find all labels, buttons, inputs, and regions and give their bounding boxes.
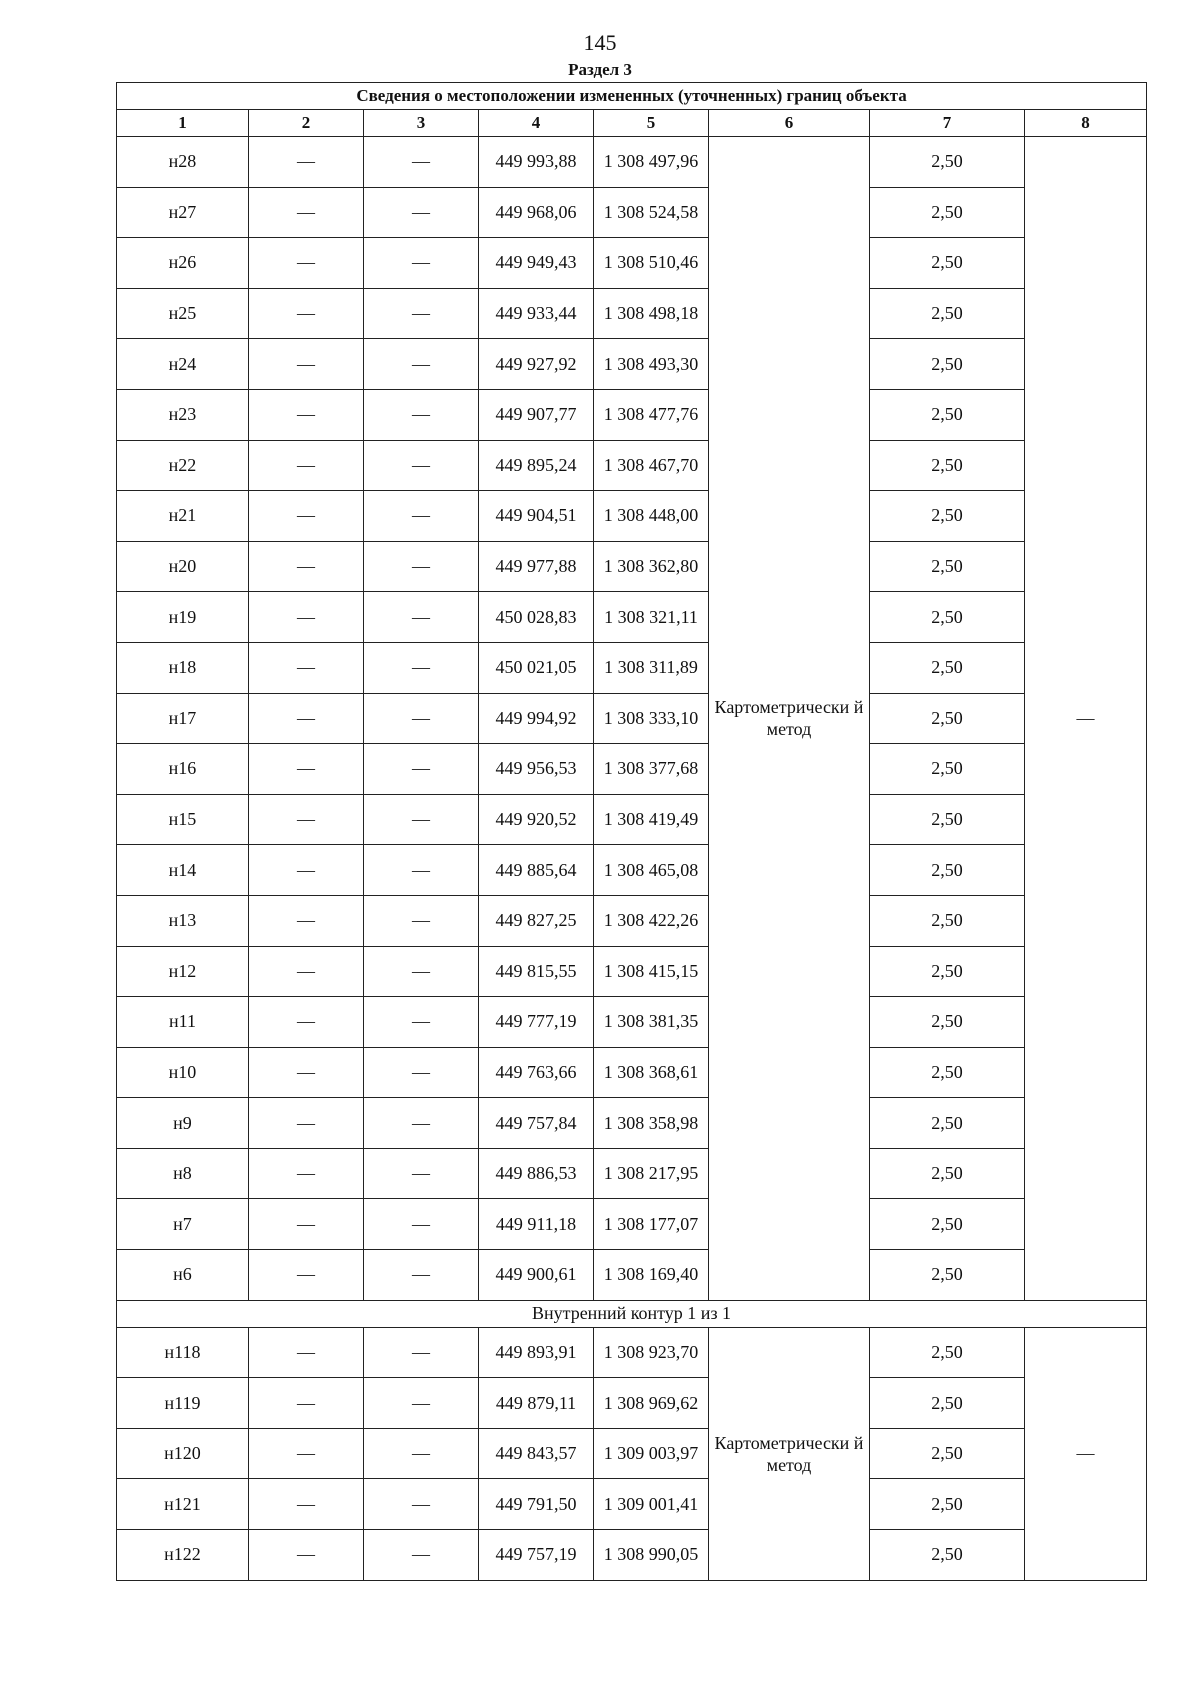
table-row (117, 1530, 1147, 1581)
col2-cell: — (249, 238, 364, 289)
coord-y-cell: 1 309 003,97 (594, 1428, 709, 1479)
coord-x-cell: 449 920,52 (479, 794, 594, 845)
table-row (117, 1428, 1147, 1479)
col2-cell: — (249, 1098, 364, 1149)
coord-y-cell: 1 309 001,41 (594, 1479, 709, 1530)
col2-cell: — (249, 693, 364, 744)
coord-y-cell: 1 308 497,96 (594, 137, 709, 188)
point-name-cell: н10 (117, 1047, 249, 1098)
method-cell: Картометрически й метод (709, 1327, 870, 1580)
coord-y-cell: 1 308 177,07 (594, 1199, 709, 1250)
coord-y-cell: 1 308 419,49 (594, 794, 709, 845)
col3-cell: — (364, 744, 479, 795)
table-row (117, 288, 1147, 339)
col3-cell: — (364, 1047, 479, 1098)
col2-cell: — (249, 1327, 364, 1378)
accuracy-cell: 2,50 (870, 1199, 1025, 1250)
point-name-cell: н14 (117, 845, 249, 896)
accuracy-cell: 2,50 (870, 946, 1025, 997)
col2-cell: — (249, 1428, 364, 1479)
accuracy-cell: 2,50 (870, 288, 1025, 339)
point-name-cell: н22 (117, 440, 249, 491)
point-name-cell: н27 (117, 187, 249, 238)
coord-x-cell: 449 900,61 (479, 1250, 594, 1301)
coord-x-cell: 449 949,43 (479, 238, 594, 289)
column-number-8: 8 (1025, 110, 1147, 137)
boundary-table (116, 82, 1147, 1581)
col3-cell: — (364, 440, 479, 491)
coord-y-cell: 1 308 923,70 (594, 1327, 709, 1378)
coord-y-cell: 1 308 321,11 (594, 592, 709, 643)
table-row (117, 491, 1147, 542)
col3-cell: — (364, 541, 479, 592)
coord-x-cell: 449 933,44 (479, 288, 594, 339)
point-name-cell: н120 (117, 1428, 249, 1479)
table-row (117, 744, 1147, 795)
point-name-cell: н18 (117, 642, 249, 693)
column-number-2: 2 (249, 110, 364, 137)
accuracy-cell: 2,50 (870, 845, 1025, 896)
coord-y-cell: 1 308 510,46 (594, 238, 709, 289)
coord-x-cell: 449 911,18 (479, 1199, 594, 1250)
coord-x-cell: 449 763,66 (479, 1047, 594, 1098)
coord-x-cell: 449 757,84 (479, 1098, 594, 1149)
col3-cell: — (364, 238, 479, 289)
col3-cell: — (364, 1428, 479, 1479)
coord-x-cell: 449 827,25 (479, 895, 594, 946)
col3-cell: — (364, 187, 479, 238)
point-name-cell: н121 (117, 1479, 249, 1530)
point-name-cell: н13 (117, 895, 249, 946)
col3-cell: — (364, 845, 479, 896)
col3-cell: — (364, 794, 479, 845)
column-number-5: 5 (594, 110, 709, 137)
col3-cell: — (364, 693, 479, 744)
col3-cell: — (364, 1327, 479, 1378)
col3-cell: — (364, 997, 479, 1048)
col2-cell: — (249, 895, 364, 946)
col2-cell: — (249, 946, 364, 997)
col3-cell: — (364, 491, 479, 542)
note-cell: — (1025, 137, 1147, 1301)
point-name-cell: н19 (117, 592, 249, 643)
col3-cell: — (364, 339, 479, 390)
accuracy-cell: 2,50 (870, 1428, 1025, 1479)
column-number-3: 3 (364, 110, 479, 137)
accuracy-cell: 2,50 (870, 794, 1025, 845)
col3-cell: — (364, 1148, 479, 1199)
point-name-cell: н8 (117, 1148, 249, 1199)
coord-y-cell: 1 308 422,26 (594, 895, 709, 946)
table-row (117, 541, 1147, 592)
col2-cell: — (249, 491, 364, 542)
col3-cell: — (364, 592, 479, 643)
table-title: Сведения о местоположении измененных (уточненных) границ объекта (117, 83, 1147, 110)
coord-y-cell: 1 308 467,70 (594, 440, 709, 491)
table-row (117, 137, 1147, 188)
table-row (117, 339, 1147, 390)
point-name-cell: н15 (117, 794, 249, 845)
col3-cell: — (364, 288, 479, 339)
accuracy-cell: 2,50 (870, 238, 1025, 289)
coord-x-cell: 449 885,64 (479, 845, 594, 896)
accuracy-cell: 2,50 (870, 744, 1025, 795)
table-row (117, 1327, 1147, 1378)
table-row (117, 642, 1147, 693)
accuracy-cell: 2,50 (870, 997, 1025, 1048)
coord-y-cell: 1 308 333,10 (594, 693, 709, 744)
coord-y-cell: 1 308 448,00 (594, 491, 709, 542)
coord-x-cell: 449 968,06 (479, 187, 594, 238)
accuracy-cell: 2,50 (870, 895, 1025, 946)
accuracy-cell: 2,50 (870, 1047, 1025, 1098)
table-row (117, 1199, 1147, 1250)
coord-x-cell: 449 843,57 (479, 1428, 594, 1479)
col2-cell: — (249, 1199, 364, 1250)
col3-cell: — (364, 1378, 479, 1429)
col2-cell: — (249, 137, 364, 188)
table-row (117, 997, 1147, 1048)
accuracy-cell: 2,50 (870, 1378, 1025, 1429)
coord-x-cell: 449 757,19 (479, 1530, 594, 1581)
column-number-4: 4 (479, 110, 594, 137)
coord-y-cell: 1 308 217,95 (594, 1148, 709, 1199)
coord-y-cell: 1 308 381,35 (594, 997, 709, 1048)
col2-cell: — (249, 744, 364, 795)
col2-cell: — (249, 1250, 364, 1301)
table-row (117, 440, 1147, 491)
table-row (117, 845, 1147, 896)
point-name-cell: н6 (117, 1250, 249, 1301)
point-name-cell: н119 (117, 1378, 249, 1429)
col3-cell: — (364, 1479, 479, 1530)
table-row (117, 693, 1147, 744)
coord-y-cell: 1 308 969,62 (594, 1378, 709, 1429)
point-name-cell: н11 (117, 997, 249, 1048)
point-name-cell: н9 (117, 1098, 249, 1149)
coord-y-cell: 1 308 465,08 (594, 845, 709, 896)
table-body (117, 137, 1147, 1581)
col2-cell: — (249, 187, 364, 238)
coord-y-cell: 1 308 311,89 (594, 642, 709, 693)
coord-x-cell: 449 893,91 (479, 1327, 594, 1378)
accuracy-cell: 2,50 (870, 693, 1025, 744)
point-name-cell: н21 (117, 491, 249, 542)
coord-y-cell: 1 308 477,76 (594, 389, 709, 440)
point-name-cell: н26 (117, 238, 249, 289)
point-name-cell: н16 (117, 744, 249, 795)
column-number-1: 1 (117, 110, 249, 137)
coord-x-cell: 449 907,77 (479, 389, 594, 440)
accuracy-cell: 2,50 (870, 187, 1025, 238)
table-row (117, 238, 1147, 289)
col2-cell: — (249, 592, 364, 643)
table-row (117, 1378, 1147, 1429)
column-number-6: 6 (709, 110, 870, 137)
section-title: Раздел 3 (568, 60, 632, 79)
table-row (117, 1479, 1147, 1530)
table-row (117, 187, 1147, 238)
col2-cell: — (249, 845, 364, 896)
coord-x-cell: 449 815,55 (479, 946, 594, 997)
col2-cell: — (249, 1479, 364, 1530)
contour-heading: Внутренний контур 1 из 1 (117, 1300, 1147, 1327)
col2-cell: — (249, 642, 364, 693)
point-name-cell: н28 (117, 137, 249, 188)
coord-x-cell: 450 028,83 (479, 592, 594, 643)
coord-x-cell: 449 994,92 (479, 693, 594, 744)
point-name-cell: н20 (117, 541, 249, 592)
col2-cell: — (249, 389, 364, 440)
col3-cell: — (364, 389, 479, 440)
col2-cell: — (249, 1530, 364, 1581)
column-number-row (117, 110, 1147, 137)
table-row (117, 946, 1147, 997)
point-name-cell: н12 (117, 946, 249, 997)
coord-y-cell: 1 308 358,98 (594, 1098, 709, 1149)
coord-x-cell: 449 993,88 (479, 137, 594, 188)
note-cell: — (1025, 1327, 1147, 1580)
coord-x-cell: 449 927,92 (479, 339, 594, 390)
col2-cell: — (249, 339, 364, 390)
accuracy-cell: 2,50 (870, 1250, 1025, 1301)
col3-cell: — (364, 1530, 479, 1581)
col3-cell: — (364, 137, 479, 188)
coord-x-cell: 450 021,05 (479, 642, 594, 693)
accuracy-cell: 2,50 (870, 339, 1025, 390)
col2-cell: — (249, 794, 364, 845)
accuracy-cell: 2,50 (870, 440, 1025, 491)
col2-cell: — (249, 1047, 364, 1098)
point-name-cell: н23 (117, 389, 249, 440)
accuracy-cell: 2,50 (870, 1327, 1025, 1378)
col3-cell: — (364, 895, 479, 946)
table-row (117, 1148, 1147, 1199)
col2-cell: — (249, 1148, 364, 1199)
col2-cell: — (249, 541, 364, 592)
coord-x-cell: 449 886,53 (479, 1148, 594, 1199)
page-number: 145 (583, 30, 617, 55)
coord-y-cell: 1 308 524,58 (594, 187, 709, 238)
table-row (117, 1047, 1147, 1098)
contour-heading-row (117, 1300, 1147, 1327)
column-number-7: 7 (870, 110, 1025, 137)
coord-y-cell: 1 308 377,68 (594, 744, 709, 795)
table-row (117, 1250, 1147, 1301)
point-name-cell: н7 (117, 1199, 249, 1250)
coord-x-cell: 449 791,50 (479, 1479, 594, 1530)
col2-cell: — (249, 288, 364, 339)
coord-x-cell: 449 977,88 (479, 541, 594, 592)
method-cell: Картометрически й метод (709, 137, 870, 1301)
coord-x-cell: 449 956,53 (479, 744, 594, 795)
table-row (117, 794, 1147, 845)
accuracy-cell: 2,50 (870, 642, 1025, 693)
col2-cell: — (249, 440, 364, 491)
table-row (117, 592, 1147, 643)
coord-x-cell: 449 879,11 (479, 1378, 594, 1429)
coord-y-cell: 1 308 498,18 (594, 288, 709, 339)
coord-x-cell: 449 777,19 (479, 997, 594, 1048)
point-name-cell: н122 (117, 1530, 249, 1581)
col3-cell: — (364, 1199, 479, 1250)
coord-x-cell: 449 904,51 (479, 491, 594, 542)
table-row (117, 895, 1147, 946)
coord-y-cell: 1 308 169,40 (594, 1250, 709, 1301)
accuracy-cell: 2,50 (870, 1148, 1025, 1199)
point-name-cell: н24 (117, 339, 249, 390)
accuracy-cell: 2,50 (870, 1530, 1025, 1581)
coord-y-cell: 1 308 990,05 (594, 1530, 709, 1581)
accuracy-cell: 2,50 (870, 1098, 1025, 1149)
coord-x-cell: 449 895,24 (479, 440, 594, 491)
col3-cell: — (364, 946, 479, 997)
accuracy-cell: 2,50 (870, 389, 1025, 440)
accuracy-cell: 2,50 (870, 491, 1025, 542)
point-name-cell: н118 (117, 1327, 249, 1378)
coord-y-cell: 1 308 368,61 (594, 1047, 709, 1098)
accuracy-cell: 2,50 (870, 541, 1025, 592)
col3-cell: — (364, 1098, 479, 1149)
col2-cell: — (249, 1378, 364, 1429)
col2-cell: — (249, 997, 364, 1048)
point-name-cell: н17 (117, 693, 249, 744)
coord-y-cell: 1 308 415,15 (594, 946, 709, 997)
table-row (117, 1098, 1147, 1149)
accuracy-cell: 2,50 (870, 592, 1025, 643)
table-row (117, 389, 1147, 440)
coord-y-cell: 1 308 493,30 (594, 339, 709, 390)
coord-y-cell: 1 308 362,80 (594, 541, 709, 592)
accuracy-cell: 2,50 (870, 1479, 1025, 1530)
col3-cell: — (364, 1250, 479, 1301)
accuracy-cell: 2,50 (870, 137, 1025, 188)
col3-cell: — (364, 642, 479, 693)
point-name-cell: н25 (117, 288, 249, 339)
